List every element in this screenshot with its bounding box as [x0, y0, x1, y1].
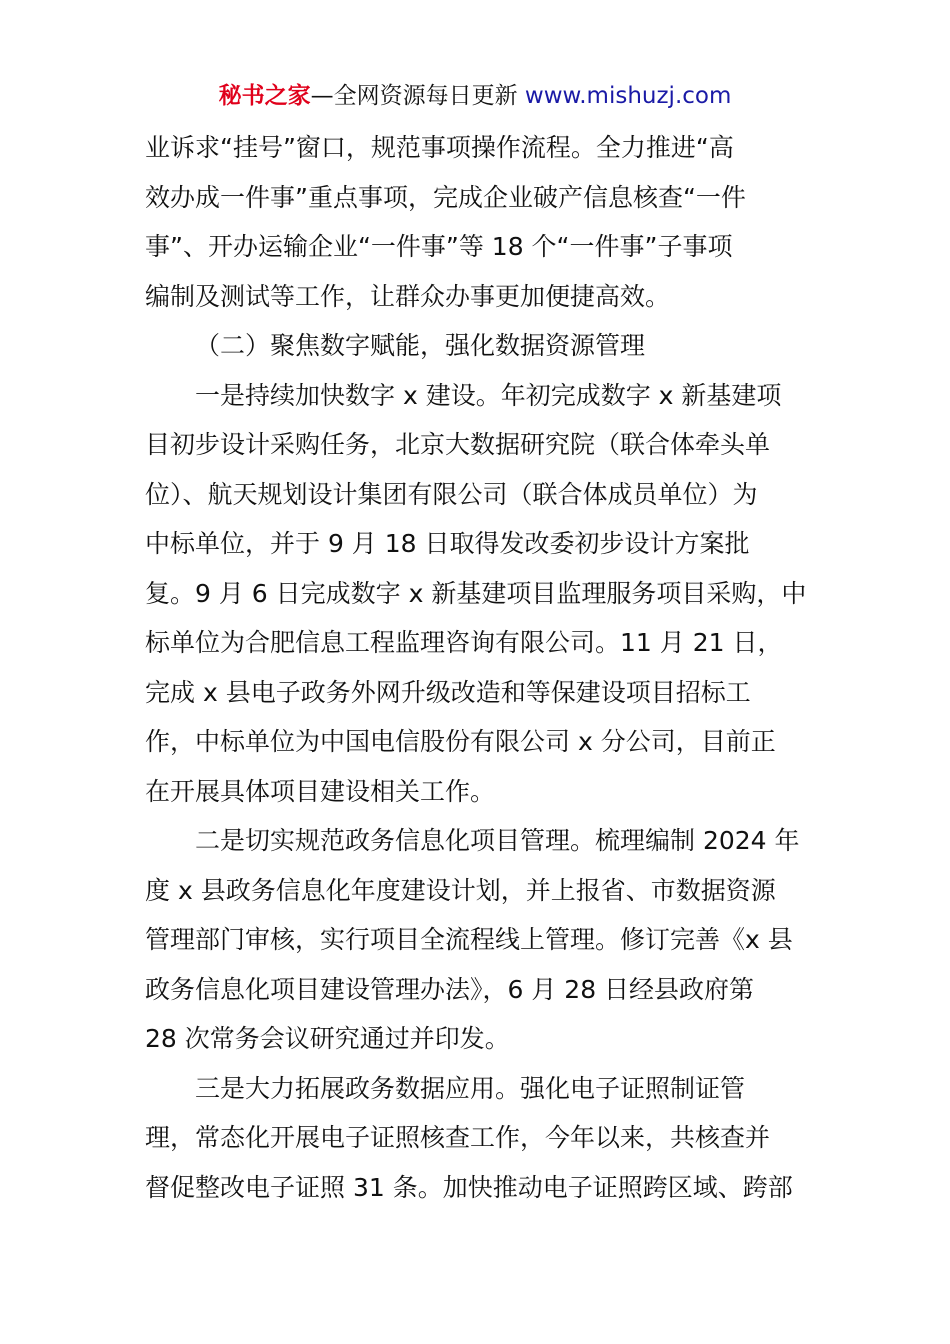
site-header: [0, 80, 950, 112]
section-heading: （二）聚焦数字赋能，强化数据资源管理: [195, 331, 646, 360]
text-line: 在开展具体项目建设相关工作。: [145, 776, 496, 806]
text-line: 复。9 月 6 日完成数字 x 新基建项目监理服务项目采购，中: [145, 578, 807, 608]
text-line: 度 x 县政务信息化年度建设计划，并上报省、市数据资源: [145, 875, 776, 905]
text-line: 编制及测试等工作，让群众办事更加便捷高效。: [145, 281, 671, 311]
site-url-link[interactable]: www.mishuzj.com: [524, 83, 732, 109]
text-line: 效办成一件事”重点事项，完成企业破产信息核查“一件: [145, 182, 746, 212]
text-line: 事”、开办运输企业“一件事”等 18 个“一件事”子事项: [145, 232, 733, 261]
site-tagline: —全网资源每日更新: [310, 83, 525, 109]
text-line: 业诉求“挂号”窗口，规范事项操作流程。全力推进“高: [145, 133, 734, 162]
text-line: 二是切实规范政务信息化项目管理。梳理编制 2024 年: [195, 826, 800, 855]
text-line: 28 次常务会议研究通过并印发。: [145, 1024, 510, 1053]
text-line: 督促整改电子证照 31 条。加快推动电子证照跨区域、跨部: [145, 1172, 793, 1202]
document-body: [145, 123, 809, 1212]
text-line: 理，常态化开展电子证照核查工作，今年以来，共核查并: [145, 1123, 771, 1152]
text-line: 作，中标单位为中国电信股份有限公司 x 分公司，目前正: [145, 727, 776, 756]
text-line: 管理部门审核，实行项目全流程线上管理。修订完善《x 县: [145, 925, 793, 954]
text-line: 标单位为合肥信息工程监理咨询有限公司。11 月 21 日，: [145, 628, 783, 657]
text-line: 完成 x 县电子政务外网升级改造和等保建设项目招标工: [145, 677, 751, 707]
site-brand: 秘书之家: [218, 83, 311, 109]
text-line: 三是大力拓展政务数据应用。强化电子证照制证管: [195, 1073, 746, 1103]
text-line: 目初步设计采购任务，北京大数据研究院（联合体牵头单: [145, 430, 771, 459]
text-line: 政务信息化项目建设管理办法》，6 月 28 日经县政府第: [145, 974, 755, 1004]
text-line: 一是持续加快数字 x 建设。年初完成数字 x 新基建项: [195, 380, 782, 410]
text-line: 中标单位，并于 9 月 18 日取得发改委初步设计方案批: [145, 529, 750, 558]
text-line: 位）、航天规划设计集团有限公司（联合体成员单位）为: [145, 479, 758, 509]
